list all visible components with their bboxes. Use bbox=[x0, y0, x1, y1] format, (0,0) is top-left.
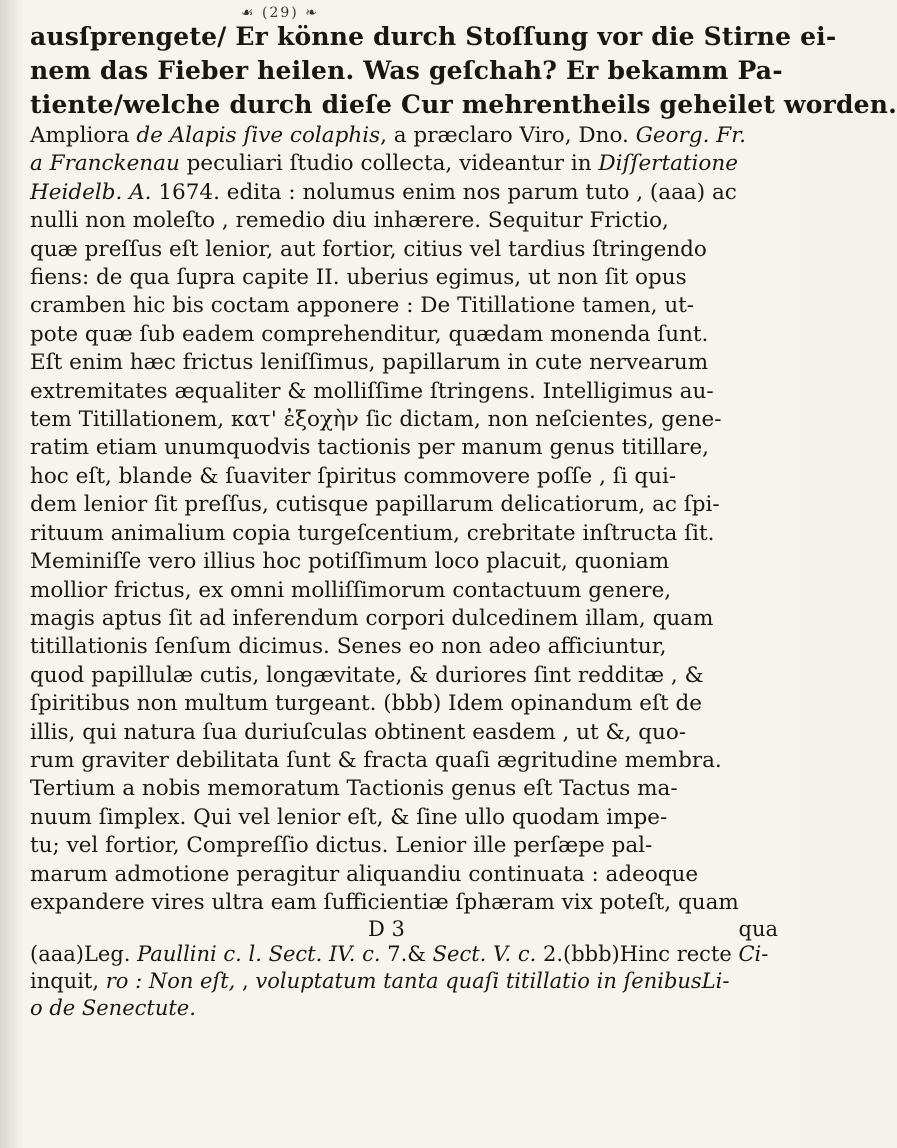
text-segment: nuum ſimplex. Qui vel lenior eſt, & ſine ullo quodam impe- bbox=[30, 804, 668, 830]
text-segment: ſpiritibus non multum turgeant. (bbb) Idem opinandum eſt de bbox=[30, 691, 702, 717]
text-segment: rituum animalium copia turgeſcentium, crebritate inſtructa ſit. bbox=[30, 520, 715, 546]
latin-body-text bbox=[30, 122, 786, 917]
german-line-3: tiente/welche durch dieſe Cur mehrentheils geheilet worden. bbox=[30, 90, 897, 119]
text-segment: illis, qui natura ſua duriuſculas obtinent easdem , ut &, quo- bbox=[30, 719, 687, 745]
catchline bbox=[30, 917, 786, 941]
body-line bbox=[30, 378, 786, 406]
body-line bbox=[30, 236, 786, 264]
text-segment: 2.(bbb)Hinc recte bbox=[536, 942, 739, 967]
text-segment: nulli non moleſto , remedio diu inhærere. Sequitur Frictio, bbox=[30, 208, 669, 234]
italic-segment: a Franckenau bbox=[30, 151, 180, 177]
body-line bbox=[30, 520, 786, 548]
body-line bbox=[30, 406, 786, 434]
text-segment: peculiari ſtudio collecta, videantur in bbox=[179, 151, 599, 177]
footnote-line bbox=[30, 995, 786, 1022]
page-gutter-shadow bbox=[0, 0, 24, 1148]
text-segment: magis aptus ſit ad inferendum corpori dulcedinem illam, quam bbox=[30, 605, 714, 631]
footnote-line bbox=[30, 941, 786, 968]
text-segment: quæ preſſus eſt lenior, aut fortior, citius vel tardius ſtringendo bbox=[30, 236, 707, 262]
text-segment: fiens: de qua ſupra capite II. uberius egimus, ut non ſit opus bbox=[30, 265, 687, 291]
body-line bbox=[30, 292, 786, 320]
text-segment: inquit, bbox=[30, 969, 106, 994]
body-line bbox=[30, 179, 786, 207]
text-segment: rum graviter debilitata ſunt & fracta quaſi ægritudine membra. bbox=[30, 747, 722, 773]
page-ornament: ☙ (29) ❧ bbox=[241, 5, 319, 21]
body-line bbox=[30, 321, 786, 349]
body-line bbox=[30, 719, 786, 747]
italic-segment: ro : Non eſt, bbox=[105, 969, 236, 994]
page-content bbox=[30, 5, 897, 1022]
body-line bbox=[30, 605, 786, 633]
signature-mark: D 3 bbox=[368, 917, 405, 942]
body-line bbox=[30, 264, 786, 292]
text-segment: dem lenior ſit preſſus, cutisque papillarum delicatiorum, ac ſpi- bbox=[30, 492, 720, 518]
italic-segment: Heidelb. A. bbox=[30, 179, 152, 205]
text-segment: tem Titillationem, κατ' ἐξοχὴν ſic dictam, non neſcientes, gene- bbox=[30, 407, 722, 433]
text-segment: titillationis ſenſum dicimus. Senes eo non adeo afficiuntur, bbox=[30, 634, 667, 660]
text-segment: cramben hic bis coctam apponere : De Titillatione tamen, ut- bbox=[30, 293, 695, 319]
text-segment: Eſt enim hæc frictus leniſſimus, papillarum in cute nervearum bbox=[30, 350, 709, 376]
footnotes bbox=[30, 941, 786, 1022]
body-line bbox=[30, 207, 786, 235]
italic-segment: Li- bbox=[701, 969, 730, 994]
body-line bbox=[30, 548, 786, 576]
footnote-line bbox=[30, 968, 786, 995]
text-segment: (aaa)Leg. bbox=[30, 942, 138, 967]
text-segment: quod papillulæ cutis, longævitate, & duriores ſint redditæ , & bbox=[30, 662, 704, 688]
italic-segment: Ci- bbox=[738, 942, 769, 967]
body-line bbox=[30, 150, 786, 178]
body-line bbox=[30, 804, 786, 832]
body-line bbox=[30, 662, 786, 690]
text-segment: expandere vires ultra eam ſufficientiæ ſphæram vix poteſt, quam bbox=[30, 889, 739, 915]
text-segment: Ampliora bbox=[30, 123, 137, 148]
german-line-1: ausſprengete/ Er könne durch Stoſſung vor die Stirne ei- bbox=[30, 22, 837, 51]
body-line bbox=[30, 690, 786, 718]
text-segment: 7.& bbox=[380, 942, 433, 967]
text-segment: marum admotione peragitur aliquandiu continuata : adeoque bbox=[30, 861, 699, 887]
text-segment: , bbox=[235, 969, 256, 994]
text-segment: tu; vel fortior, Compreſſio dictus. Lenior ille perſæpe pal- bbox=[30, 833, 653, 859]
body-line bbox=[30, 775, 786, 803]
body-line bbox=[30, 889, 786, 917]
italic-segment: Paullini c. l. Sect. IV. c. bbox=[137, 942, 381, 967]
text-segment: , a præclaro Viro, Dno. bbox=[380, 123, 636, 148]
italic-segment: Diſſertatione bbox=[598, 151, 738, 177]
body-line bbox=[30, 463, 786, 491]
italic-segment: o de Senectute. bbox=[30, 996, 196, 1021]
italic-segment: de Alapis ſive colaphis bbox=[136, 123, 381, 148]
body-line bbox=[30, 491, 786, 519]
text-segment: ratim etiam unumquodvis tactionis per manum genus titillare, bbox=[30, 435, 710, 461]
text-segment: mollior frictus, ex omni molliſſimorum contactuum genere, bbox=[30, 577, 672, 603]
text-segment: extremitates æqualiter & molliſſime ſtringens. Intelligimus au- bbox=[30, 378, 714, 404]
body-line bbox=[30, 434, 786, 462]
body-line bbox=[30, 861, 786, 889]
text-segment: Tertium a nobis memoratum Tactionis genus eſt Tactus ma- bbox=[30, 776, 678, 802]
text-segment: 1674. edita : nolumus enim nos parum tuto , (aaa) ac bbox=[151, 179, 737, 205]
text-segment: pote quæ ſub eadem comprehenditur, quædam monenda ſunt. bbox=[30, 321, 709, 347]
body-line bbox=[30, 577, 786, 605]
body-line bbox=[30, 832, 786, 860]
italic-segment: voluptatum tanta quaſi titillatio in ſenibus bbox=[255, 969, 702, 994]
german-line-2: nem das Fieber heilen. Was geſchah? Er bekamm Pa- bbox=[30, 56, 783, 85]
body-line bbox=[30, 349, 786, 377]
catchword: qua bbox=[738, 917, 778, 942]
text-segment: Meminiſſe vero illius hoc potiſſimum loco placuit, quoniam bbox=[30, 549, 670, 575]
italic-segment: Sect. V. c. bbox=[432, 942, 537, 967]
german-passage bbox=[30, 20, 897, 122]
body-line bbox=[30, 633, 786, 661]
text-segment: hoc eſt, blande & ſuaviter ſpiritus commovere poſſe , ſi qui- bbox=[30, 463, 677, 489]
italic-segment: Georg. Fr. bbox=[635, 123, 746, 148]
body-line bbox=[30, 122, 786, 150]
body-line bbox=[30, 747, 786, 775]
